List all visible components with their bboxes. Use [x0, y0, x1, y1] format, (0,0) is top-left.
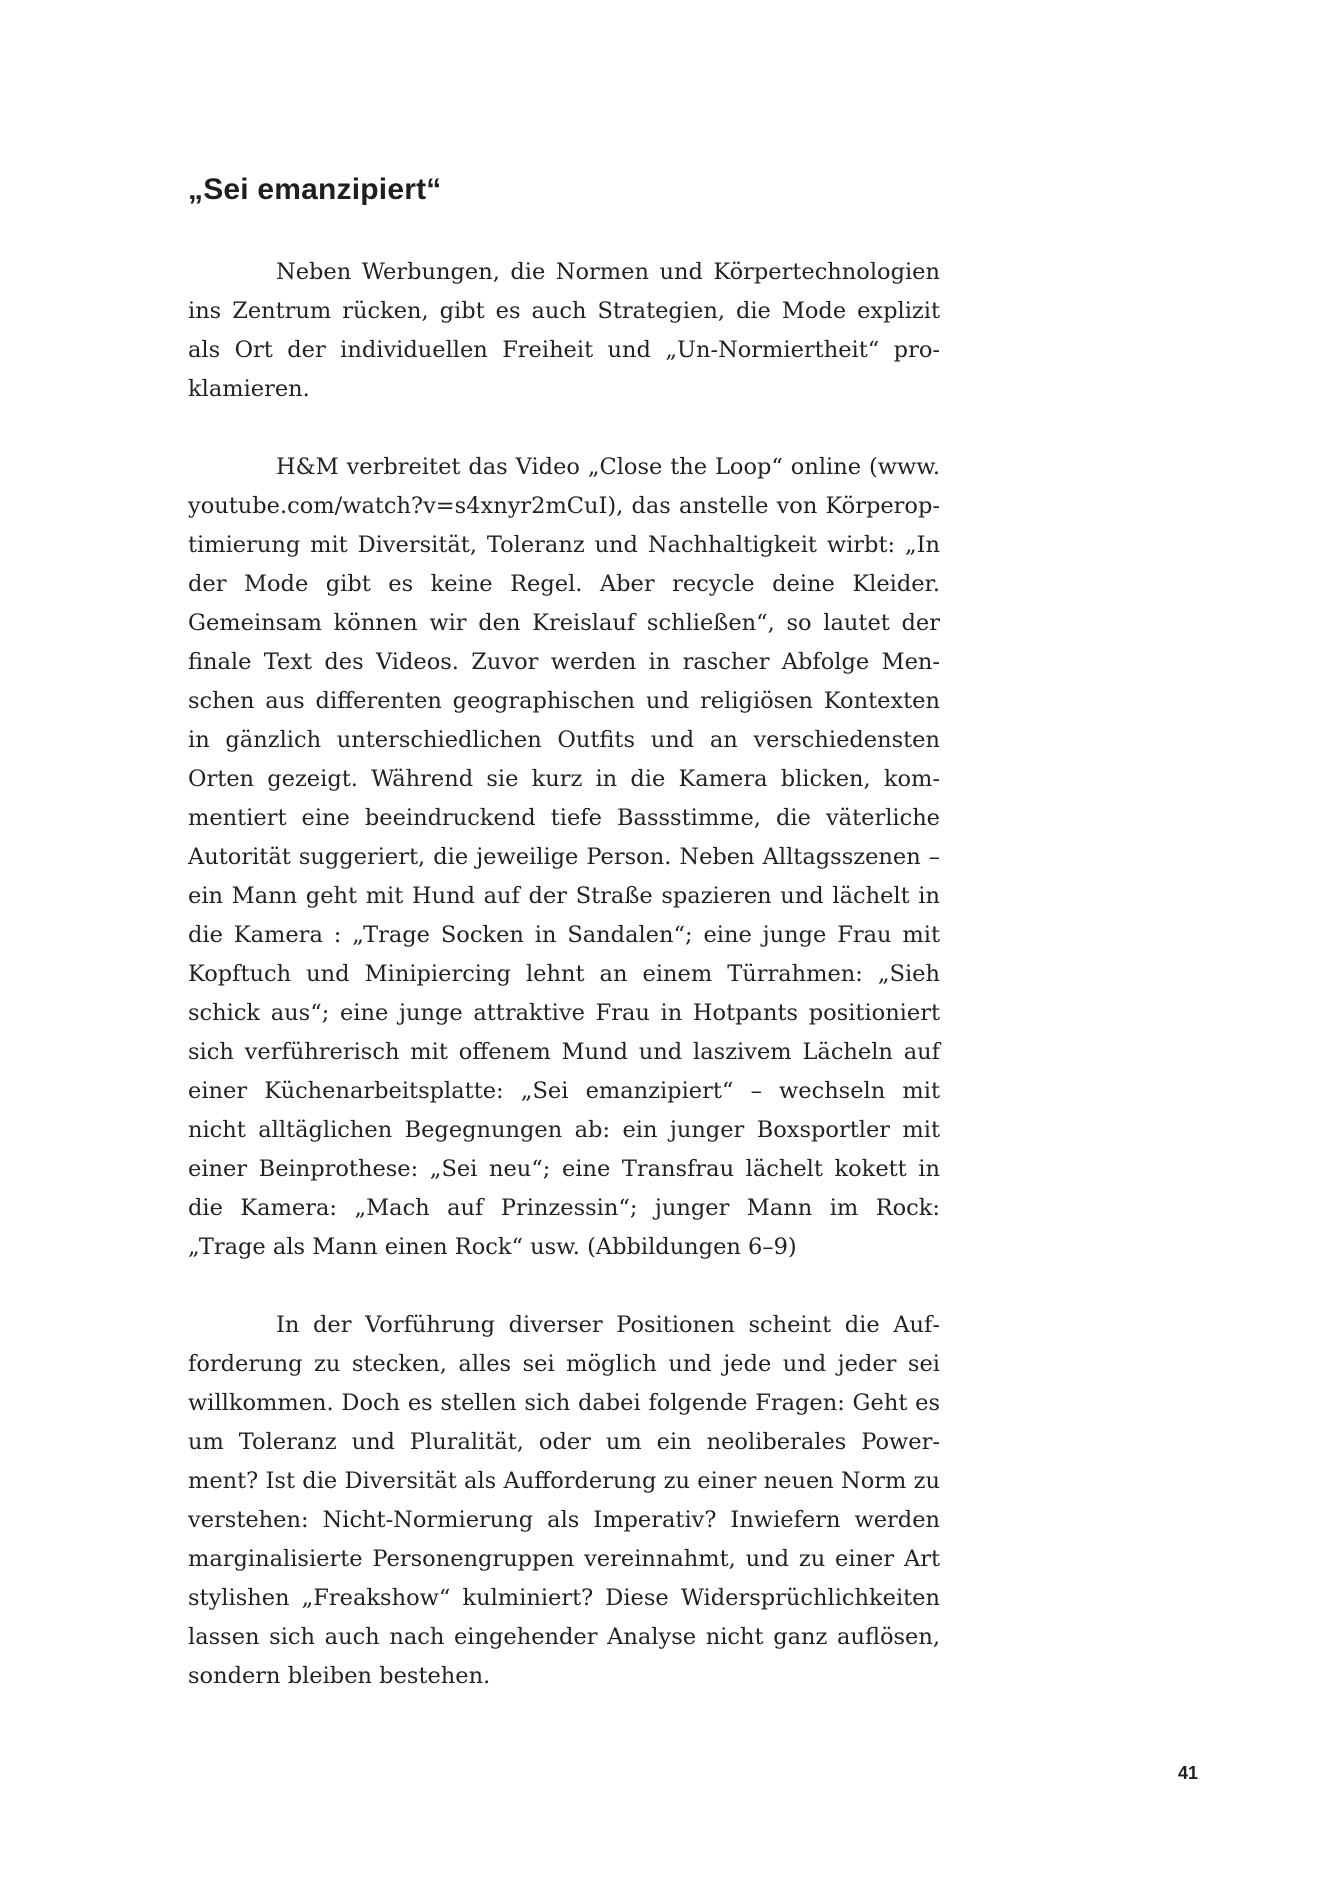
section-heading: „Sei emanzipiert“ — [188, 173, 442, 206]
body-text — [188, 253, 940, 1696]
paragraph-video-description: H&M verbreitet das Video „Close the Loop“ online (www.​youtube.com/watch?v=s4xnyr2mCuI), das anstelle von Körperoptimierung mit Diversität, Toleranz und Nachhaltigkeit wirbt: „In der Mode gibt es keine Regel. Aber recycle deine Kleider. Gemeinsam können wir den Kreislauf schließen“, so lautet der finale Text des Videos. Zuvor werden in rascher Abfolge Menschen aus differenten geographischen und religiösen Kontexten in gänzlich unterschiedlichen Outfits und an verschiedensten Orten gezeigt. Während sie kurz in die Kamera blicken, kommentiert eine beeindruckend tiefe Bassstimme, die väterliche Autorität suggeriert, die jeweilige Person. Neben Alltagsszenen – ein Mann geht mit Hund auf der Straße spazieren und lächelt in die Kamera : „Trage Socken in Sandalen“; eine junge Frau mit Kopftuch und Minipiercing lehnt an einem Türrahmen: „Sieh schick aus“; eine junge attraktive Frau in Hotpants positioniert sich verführerisch mit offenem Mund und laszivem Lächeln auf einer Küchenarbeitsplatte: „Sei emanzipiert“ – wechseln mit nicht alltäglichen Begegnungen ab: ein junger Boxsportler mit einer Beinprothese: „Sei neu“; eine Transfrau lächelt kokett in die Kamera: „Mach auf Prinzessin“; junger Mann im Rock: „Trage als Mann einen Rock“ usw. (Abbildungen 6–9) — [188, 454, 940, 1260]
page-number: 41 — [1178, 1763, 1199, 1783]
paragraph-intro: Neben Werbungen, die Normen und Körpertechnologien ins Zentrum rücken, gibt es auch Strategien, die Mode explizit als Ort der individuellen Freiheit und „Un-Normiertheit“ proklamieren. — [188, 259, 940, 402]
paragraph-questions: In der Vorführung diverser Positionen scheint die Aufforderung zu stecken, alles sei möglich und jede und jeder sei willkommen. Doch es stellen sich dabei folgende Fragen: Geht es um Toleranz und Pluralität, oder um ein neoliberales Powerment? Ist die Diversität als Aufforderung zu einer neuen Norm zu verstehen: Nicht-Normierung als Imperativ? Inwiefern werden marginalisierte Personengruppen vereinnahmt, und zu einer Art stylishen „Freakshow“ kulminiert? Diese Widersprüchlichkeiten lassen sich auch nach eingehender Analyse nicht ganz auflösen, sondern bleiben bestehen. — [188, 1312, 940, 1689]
